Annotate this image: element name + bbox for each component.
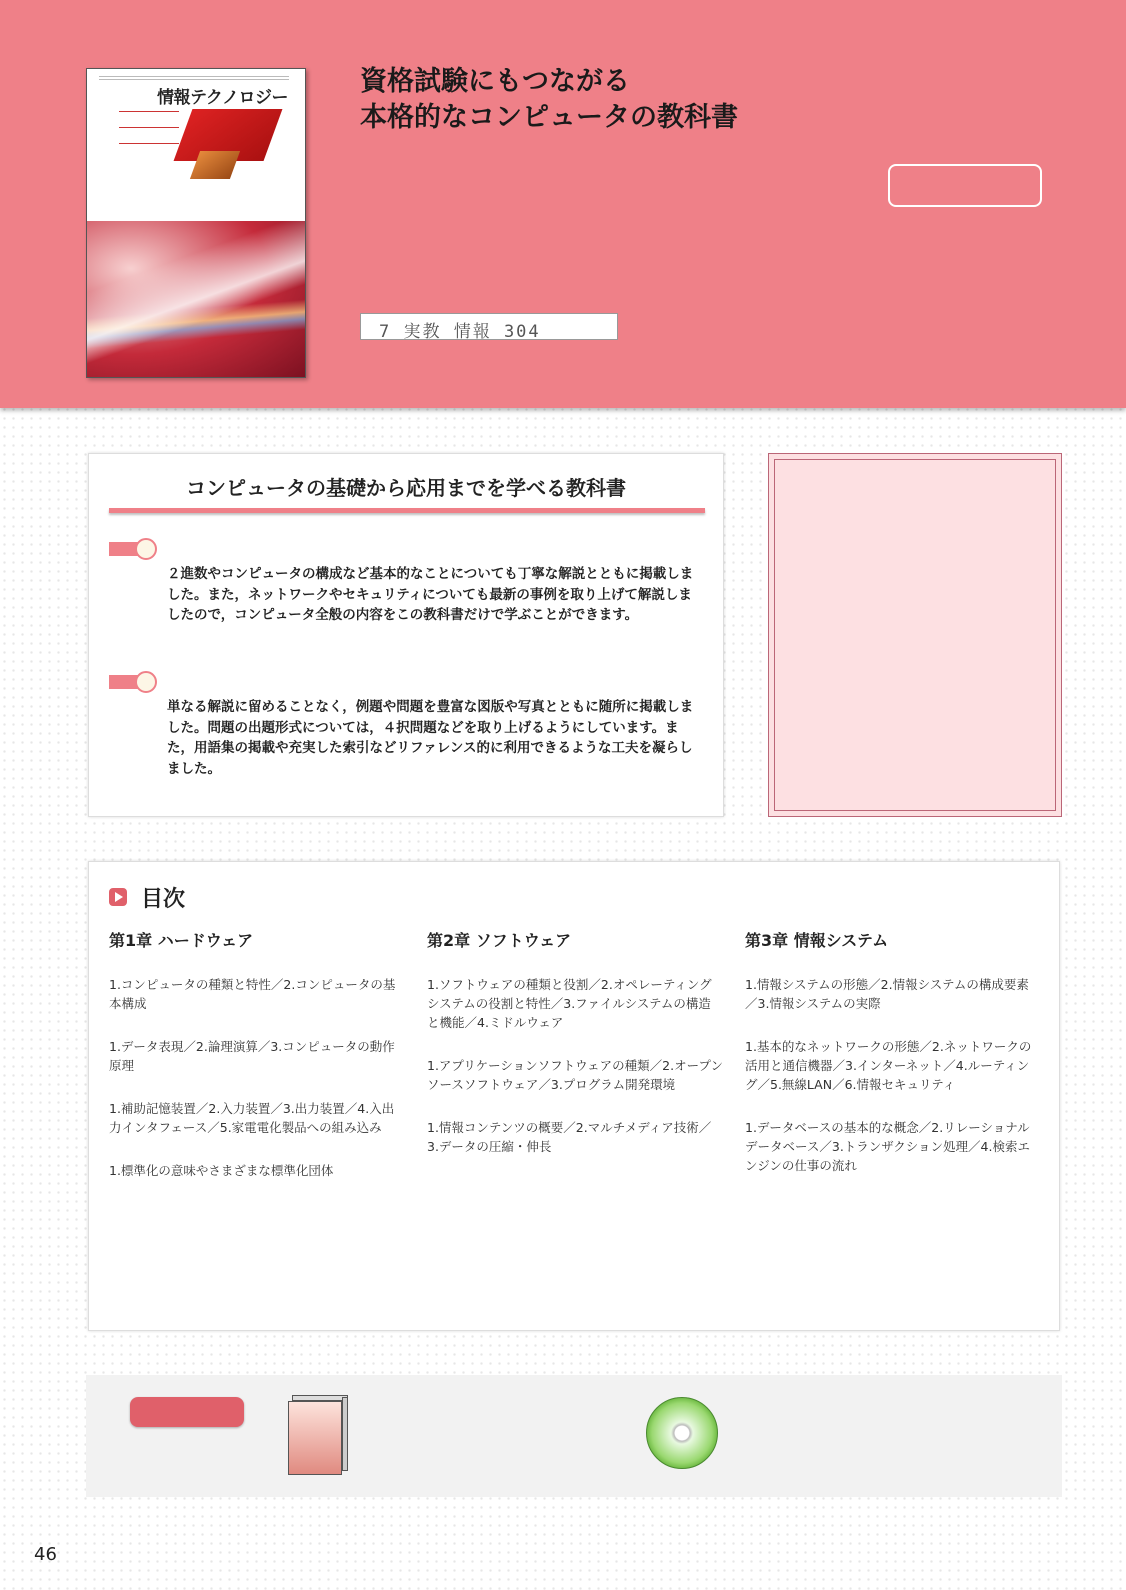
pink-sidebox xyxy=(768,453,1062,817)
heading-rule xyxy=(109,508,705,513)
toc-panel xyxy=(88,861,1060,1331)
play-icon xyxy=(109,888,127,906)
toc-item: 1.標準化の意味やさまざまな標準化団体 xyxy=(109,1163,334,1178)
toc-chapter xyxy=(109,928,405,1204)
toc-title: 目次 xyxy=(141,887,186,912)
header-band xyxy=(0,0,1126,408)
toc-chapter xyxy=(427,928,723,1180)
toc-item: 1.情報コンテンツの概要／2.マルチメディア技術／3.データの圧縮・伸長 xyxy=(427,1120,712,1154)
bullet-toggle-icon xyxy=(109,538,157,560)
pink-sidebox-border xyxy=(774,459,1056,811)
chapter-title: 第1章 ハードウェア xyxy=(109,931,254,950)
intro-paragraph: 単なる解説に留めることなく，例題や問題を豊富な図版や写真とともに随所に掲載しました。問題の出題形式については，４択問題などを取り上げるようにしています。また，用語集の掲載や充実した索引などリファレンス的に利用できるような工夫を凝らしました。 xyxy=(167,699,694,777)
cover-rule xyxy=(99,76,289,80)
cover-light-art xyxy=(87,221,306,378)
intro-heading: コンピュータの基礎から応用までを学べる教科書 xyxy=(186,476,626,500)
page-number: 46 xyxy=(34,1544,57,1565)
headline-line-1: 資格試験にもつながる xyxy=(360,66,630,97)
intro-panel xyxy=(88,453,724,817)
cover-title: 情報テクノロジー xyxy=(157,88,288,108)
chapter-title: 第3章 情報システム xyxy=(745,931,889,950)
toc-item: 1.データ表現／2.論理演算／3.コンピュータの動作原理 xyxy=(109,1039,395,1073)
supplement-label-pill xyxy=(130,1397,244,1427)
bullet-toggle-icon xyxy=(109,671,157,693)
book-icon xyxy=(288,1395,346,1475)
toc-item: 1.データベースの基本的な概念／2.リレーショナルデータベース／3.トランザクション処理／4.検索エンジンの仕事の流れ xyxy=(745,1120,1030,1173)
toc-chapter xyxy=(745,928,1041,1199)
textbook-code: 7 実教 情報 304 xyxy=(360,313,618,340)
intro-paragraph: ２進数やコンピュータの構成など基本的なことについても丁寧な解説とともに掲載しました。また，ネットワークやセキュリティについても最新の事例を取り上げて解説しましたので，コンピュータ全般の内容をこの教科書だけで学ぶことができます。 xyxy=(167,566,694,623)
header-badge xyxy=(888,164,1042,207)
supplement-bar xyxy=(86,1375,1062,1497)
chapter-title: 第2章 ソフトウェア xyxy=(427,931,572,950)
headline xyxy=(360,64,738,136)
toc-item: 1.ソフトウェアの種類と役割／2.オペレーティングシステムの役割と特性／3.ファイルシステムの構造と機能／4.ミドルウェア xyxy=(427,977,712,1030)
headline-line-2: 本格的なコンピュータの教科書 xyxy=(360,102,738,133)
cd-icon xyxy=(646,1397,718,1469)
toc-item: 1.情報システムの形態／2.情報システムの構成要素／3.情報システムの実際 xyxy=(745,977,1029,1011)
toc-item: 1.補助記憶装置／2.入力装置／3.出力装置／4.入出力インタフェース／5.家電電化製品への組み込み xyxy=(109,1101,395,1135)
toc-item: 1.基本的なネットワークの形態／2.ネットワークの活用と通信機器／3.インターネット／4.ルーティング／5.無線LAN／6.情報セキュリティ xyxy=(745,1039,1032,1092)
book-cover-image xyxy=(86,68,306,378)
cover-plate-graphic-2 xyxy=(190,151,240,179)
toc-item: 1.コンピュータの種類と特性／2.コンピュータの基本構成 xyxy=(109,977,396,1011)
toc-item: 1.アプリケーションソフトウェアの種類／2.オープンソースソフトウェア／3.プログラム開発環境 xyxy=(427,1058,723,1092)
